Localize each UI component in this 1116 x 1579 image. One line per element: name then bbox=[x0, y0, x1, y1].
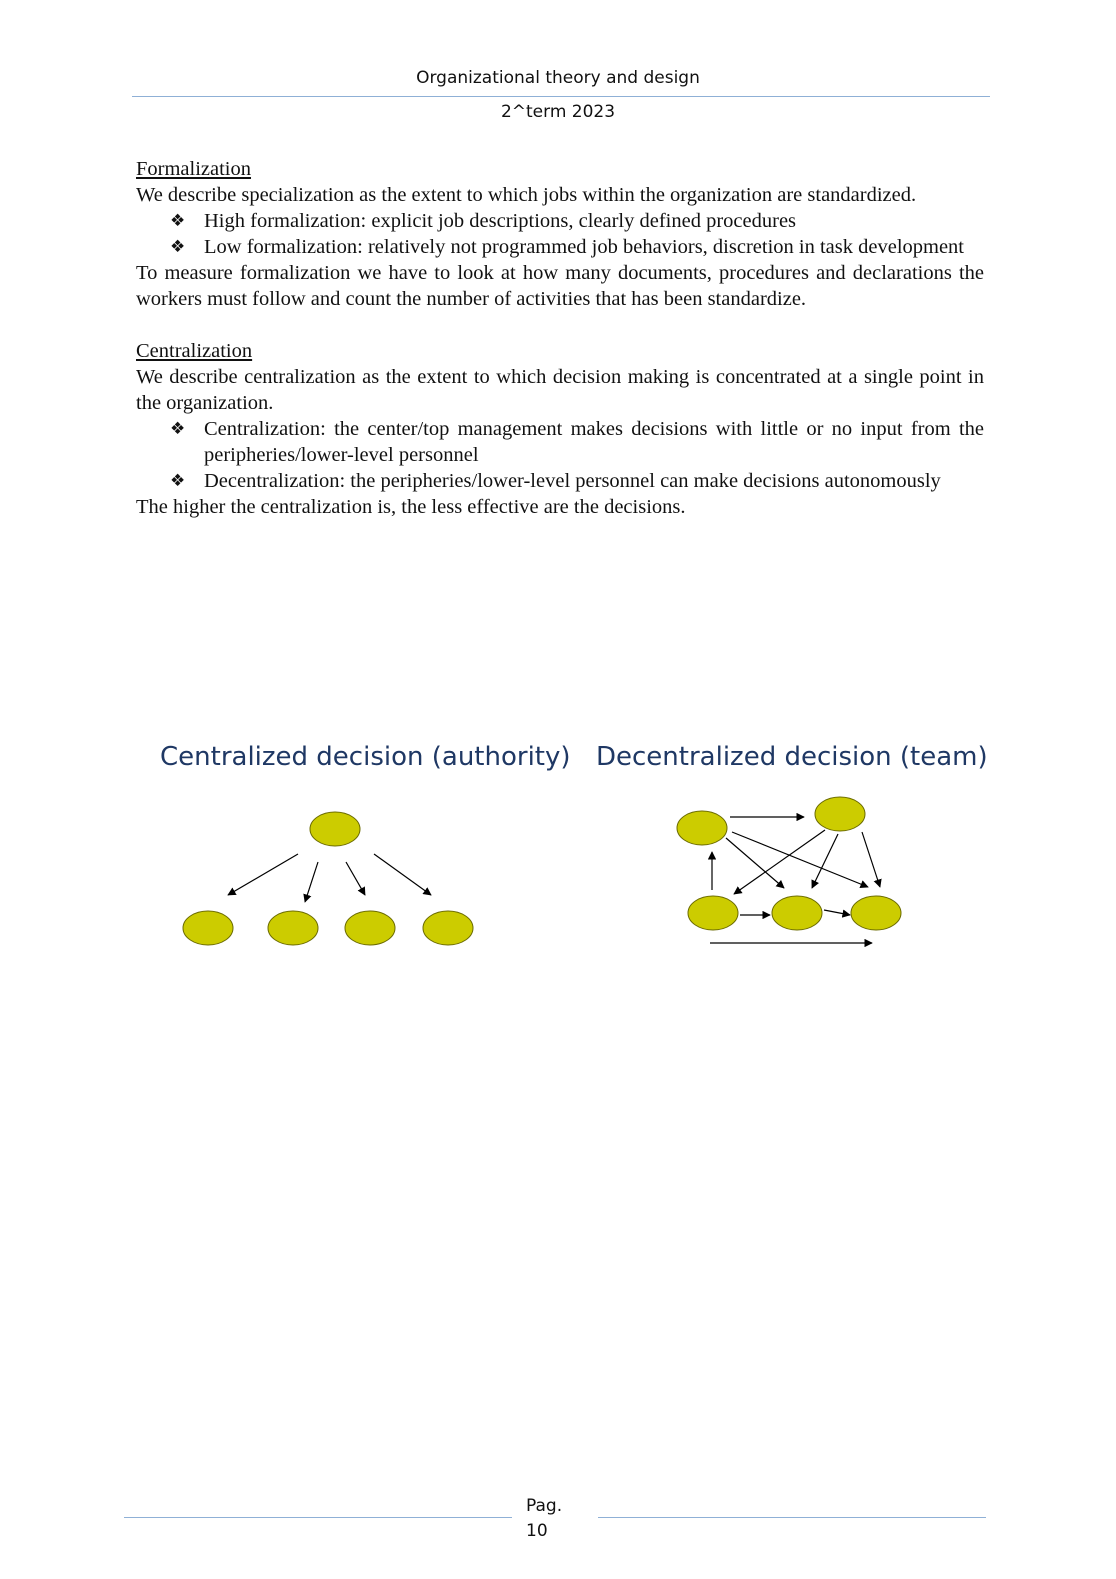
arrow bbox=[824, 910, 850, 915]
list-item: ❖ Decentralization: the peripheries/lower-level personnel can make decisions autonomously bbox=[170, 470, 941, 492]
node bbox=[688, 896, 738, 930]
formalization-intro: We describe specialization as the extent to which jobs within the organization are standardized. bbox=[136, 184, 917, 206]
page-number-value: 10 bbox=[526, 1521, 548, 1541]
header-divider bbox=[132, 96, 990, 97]
node bbox=[772, 896, 822, 930]
arrow bbox=[305, 862, 318, 902]
arrow bbox=[862, 832, 880, 887]
diamond-bullet-icon: ❖ bbox=[170, 471, 186, 491]
list-item: ❖ Centralization: the center/top management makes decisions with little or no input from the peripheries/lower-level personnel bbox=[170, 418, 984, 466]
node bbox=[423, 911, 473, 945]
centralized-diagram-title: Centralized decision (authority) bbox=[160, 742, 571, 772]
arrow bbox=[812, 834, 838, 888]
node bbox=[815, 797, 865, 831]
arrow bbox=[732, 832, 868, 887]
formalization-heading: Formalization bbox=[136, 158, 252, 180]
decentralized-diagram bbox=[670, 790, 920, 960]
centralization-conclusion: The higher the centralization is, the less effective are the decisions. bbox=[136, 496, 686, 518]
page-label: Pag. bbox=[526, 1496, 563, 1516]
footer-divider-left bbox=[124, 1517, 512, 1518]
page-number bbox=[526, 1494, 576, 1544]
diamond-bullet-icon: ❖ bbox=[170, 237, 186, 257]
centralized-diagram bbox=[170, 800, 490, 960]
list-item: ❖ Low formalization: relatively not programmed job behaviors, discretion in task development bbox=[170, 236, 965, 258]
node bbox=[268, 911, 318, 945]
arrow bbox=[374, 854, 431, 895]
decentralized-diagram-title: Decentralized decision (team) bbox=[596, 742, 988, 772]
formalization-bullets bbox=[136, 208, 984, 260]
node bbox=[310, 812, 360, 846]
centralization-heading: Centralization bbox=[136, 340, 253, 362]
formalization-measure: To measure formalization we have to look at how many documents, procedures and declarations the workers must follow and count the number of activities that has been standardize. bbox=[136, 262, 984, 310]
diamond-bullet-icon: ❖ bbox=[170, 211, 186, 231]
node bbox=[851, 896, 901, 930]
arrow bbox=[726, 838, 784, 888]
arrow bbox=[346, 862, 365, 895]
footer-divider-right bbox=[598, 1517, 986, 1518]
diamond-bullet-icon: ❖ bbox=[170, 419, 186, 439]
node bbox=[677, 811, 727, 845]
node bbox=[345, 911, 395, 945]
centralization-intro: We describe centralization as the extent to which decision making is concentrated at a single point in the organization. bbox=[136, 366, 984, 414]
list-item: ❖ High formalization: explicit job descriptions, clearly defined procedures bbox=[170, 210, 797, 232]
centralization-bullets bbox=[136, 416, 984, 494]
header-title: Organizational theory and design bbox=[416, 68, 700, 88]
header-term: 2^term 2023 bbox=[500, 102, 616, 122]
arrow bbox=[228, 854, 298, 895]
document-body bbox=[136, 156, 984, 520]
node bbox=[183, 911, 233, 945]
